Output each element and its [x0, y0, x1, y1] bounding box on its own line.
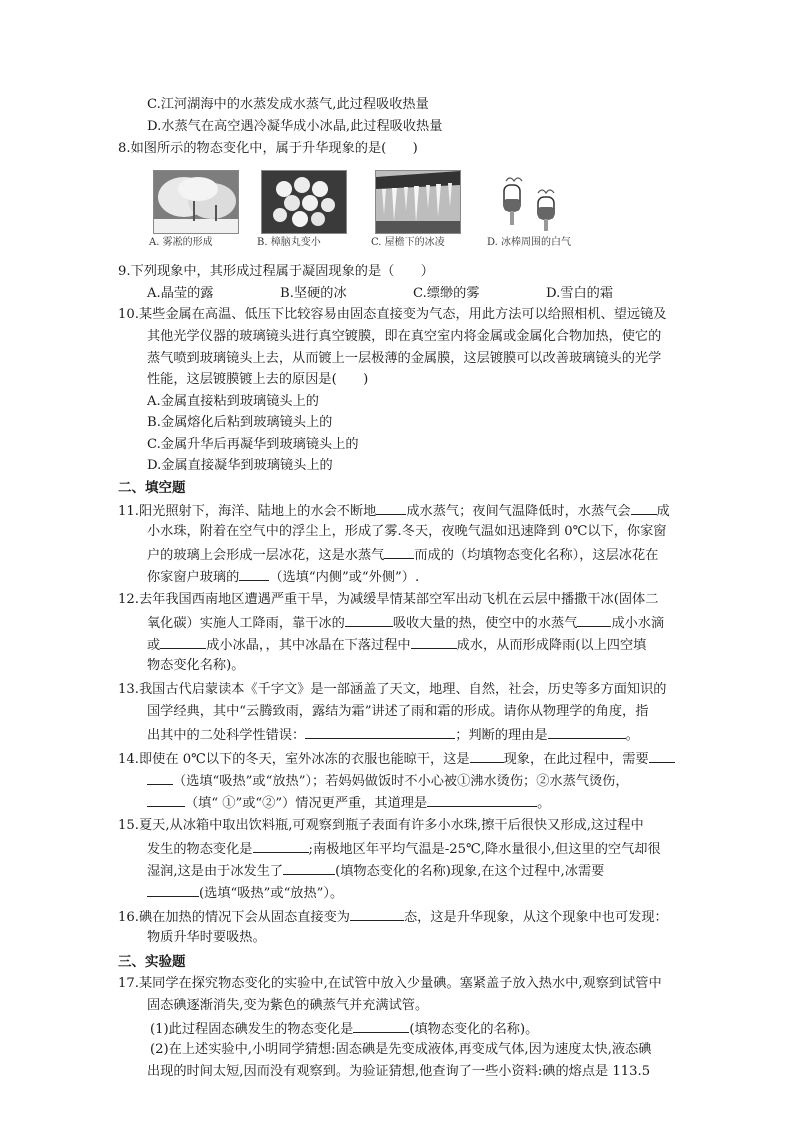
q17-part-2-line-2: 出现的时间太短,因而没有观察到。为验证猜想,他查询了一些小资料:碘的熔点是 113.5: [147, 1064, 651, 1079]
q17-part-2-line-1: (2)在上述实验中,小明同学猜想:固态碘是先变成液体,再变成气体,因为速度太快,液态碘: [150, 1042, 652, 1057]
q14-text: 现象，在此过程中，需要: [503, 752, 649, 767]
q14-blank-3[interactable]: [147, 792, 185, 807]
q8-stem: 8.如图所示的物态变化中，属于升华现象的是( ): [118, 141, 418, 156]
q10-line-2: 其他光学仪器的玻璃镜头进行真空镀膜，即在真空室内将金属或金属化合物加热，使它的: [147, 329, 662, 344]
q13-line-2: 国学经典，其中“云腾致雨，露结为霜”讲述了雨和霜的形成。请你从物理学的角度，指: [147, 704, 649, 719]
q14-blank-2b[interactable]: [147, 770, 173, 785]
q14-text: （选填“吸热”或“放热”）；若妈妈做饭时不小心被①沸水烫伤；②水蒸气烫伤，: [173, 774, 629, 789]
q8-caption-c: C. 屋檐下的冰凌: [371, 237, 445, 248]
q11-line-1: [118, 500, 670, 522]
q14-text: 14.即使在 0℃以下的冬天，室外冰冻的衣服也能晾干，这是: [118, 752, 470, 767]
q8-image-c: [371, 170, 459, 254]
mothballs-icon: [261, 170, 347, 234]
q10-option-a: A.金属直接粘到玻璃镜头上的: [147, 394, 319, 409]
q15-blank-1[interactable]: [253, 838, 309, 853]
q14-blank-1[interactable]: [470, 748, 504, 763]
q10-option-d: D.金属直接凝华到玻璃镜头上的: [147, 458, 333, 473]
popsicle-icon: [491, 170, 577, 234]
q9-option-a: A.晶莹的露: [147, 286, 214, 301]
q14-blank-4[interactable]: [427, 792, 537, 807]
q17-part-1: [150, 1018, 538, 1040]
q8-caption-a: A. 雾凇的形成: [149, 237, 213, 248]
q11-text: 户的玻璃上会形成一层冰花，这是水蒸气: [147, 548, 385, 563]
q13-blank-2[interactable]: [548, 724, 626, 739]
q11-text: 11.阳光照射下，海洋、陆地上的水会不断地: [118, 504, 377, 519]
q12-text: 吸收大量的热，使空中的水蒸气: [392, 616, 578, 631]
q14-line-3: [147, 792, 550, 814]
q14-blank-2a[interactable]: [649, 748, 675, 763]
q12-text: 成水，从而形成降雨(以上四空填: [456, 638, 647, 653]
q8-caption-d: D. 冰棒周围的白气: [487, 237, 572, 248]
q17-text: (1)此过程固态碘发生的物态变化是: [150, 1022, 354, 1037]
q8-image-b: [257, 170, 345, 254]
q11-text: （选填“内侧”或“外侧”）.: [269, 570, 420, 585]
q14-line-1: [118, 748, 675, 770]
q13-line-1: 13.我国古代启蒙读本《千字文》是一部涵盖了天文，地理、自然，社会，历史等多方面知识的: [118, 682, 667, 697]
q12-text: 或: [147, 638, 161, 653]
q11-line-4: [147, 566, 419, 588]
q17-line-2: 固态碘逐渐消失,变为紫色的碘蒸气并充满试管。: [147, 998, 429, 1013]
q12-text: 成小冰晶，，其中冰晶在下落过程中: [206, 638, 411, 653]
q11-blank-1[interactable]: [376, 500, 406, 515]
q12-text: 成小水滴: [611, 616, 665, 631]
q17-line-1: 17.某同学在探究物态变化的实验中,在试管中放入少量碘。塞紧盖子放入热水中,观察到试管中: [118, 976, 662, 991]
q12-blank-1[interactable]: [345, 612, 393, 627]
q10-option-b: B.金属熔化后粘到玻璃镜头上的: [147, 415, 333, 430]
q15-text: 发生的物态变化是: [147, 842, 253, 857]
q12-line-1: 12.去年我国西南地区遭遇严重干旱，为减缓旱情某部空军出动飞机在云层中播撒干冰(固体二: [118, 592, 659, 607]
q15-blank-3[interactable]: [147, 882, 199, 897]
q17-text: (填物态变化的名称)。: [409, 1022, 539, 1037]
q11-blank-2[interactable]: [631, 500, 657, 515]
icicles-icon: [375, 170, 461, 234]
q15-line-4: [147, 882, 343, 904]
q9-option-d: D.雪白的霜: [546, 286, 614, 301]
q10-line-3: 蒸气喷到玻璃镜头上去，从而镀上一层极薄的金属膜，这层镀膜可以改善玻璃镜头的光学: [147, 351, 662, 366]
q15-line-2: [147, 838, 661, 860]
q12-blank-2[interactable]: [577, 612, 611, 627]
q8-image-d: [487, 170, 575, 254]
q13-line-3: [147, 724, 639, 746]
q16-blank-1[interactable]: [350, 906, 404, 921]
q17-blank-1[interactable]: [353, 1018, 409, 1033]
q16-line-2: 物质升华时要吸热。: [147, 930, 266, 945]
q12-line-3: [147, 634, 646, 656]
q9-option-c: C.缥缈的雾: [413, 286, 480, 301]
q11-blank-4[interactable]: [239, 566, 269, 581]
rime-tree-icon: [153, 170, 239, 234]
section-fill-in-title: 二、填空题: [118, 480, 186, 496]
section-experiment-title: 三、实验题: [118, 954, 186, 970]
q12-line-2: [147, 612, 664, 634]
q15-text: (填物态变化的名称)现象,在这个过程中,冰需要: [335, 864, 605, 879]
q11-text: 而成的（均填物态变化名称），这层冰花在: [414, 548, 659, 563]
q11-text: 成水蒸气；夜间气温降低时，水蒸气会: [406, 504, 631, 519]
q13-blank-1[interactable]: [305, 724, 455, 739]
q9-option-b: B.坚硬的冰: [280, 286, 347, 301]
q14-text: 。: [537, 796, 551, 811]
q12-line-4: 物态变化名称)。: [147, 658, 245, 673]
q15-text: ;南极地区年平均气温是-25℃,降水量很小,但这里的空气却很: [308, 842, 661, 857]
q10-line-1: 10.某些金属在高温、低压下比较容易由固态直接变为气态，用此方法可以给照相机、望远镜及: [118, 307, 667, 322]
q13-text: 出其中的二处科学性错误：: [147, 728, 306, 743]
q15-text: (选填“吸热”或“放热”）。: [199, 886, 344, 901]
q16-line-1: [118, 906, 668, 928]
q13-text: 。: [625, 728, 639, 743]
q13-text: ；判断的理由是: [455, 728, 548, 743]
q9-stem: 9.下列现象中，其形成过程属于凝固现象的是（ ）: [118, 264, 434, 279]
q11-blank-3[interactable]: [384, 544, 414, 559]
q8-image-row: [149, 170, 583, 254]
q12-text: 氧化碳）实施人工降雨，靠干冰的: [147, 616, 345, 631]
q15-blank-2[interactable]: [283, 860, 335, 875]
q11-text: 你家窗户玻璃的: [147, 570, 240, 585]
q15-text: 湿润,这是由于冰发生了: [147, 864, 284, 879]
q10-option-c: C.金属升华后再凝华到玻璃镜头上的: [147, 437, 359, 452]
q15-line-1: 15.夏天,从冰箱中取出饮料瓶,可观察到瓶子表面有许多小水珠,擦干后很快又形成,这过程中: [118, 818, 644, 833]
q14-line-2: [147, 770, 629, 792]
q15-line-3: [147, 860, 604, 882]
q8-image-a: [149, 170, 237, 254]
q11-line-2: 小水珠，附着在空气中的浮尘上，形成了雾.冬天，夜晚气温如迅速降到 0℃以下，你家窗: [147, 524, 667, 539]
q14-text: （填“ ①”或“②”）情况更严重，其道理是: [185, 796, 428, 811]
q7-option-d: D.水蒸气在高空遇冷凝华成小冰晶,此过程吸收热量: [147, 119, 443, 134]
q12-blank-4[interactable]: [411, 634, 457, 649]
q7-option-c: C.江河湖海中的水蒸发成水蒸气,此过程吸收热量: [147, 97, 429, 112]
q8-caption-b: B. 樟脑丸变小: [257, 237, 321, 248]
q10-line-4: 性能，这层镀膜镀上去的原因是( ): [147, 372, 369, 387]
q11-line-3: [147, 544, 658, 566]
q16-text: 态，这是升华现象，从这个现象中也可发现：: [403, 910, 668, 925]
q11-text: 成: [656, 504, 670, 519]
q12-blank-3[interactable]: [160, 634, 206, 649]
q16-text: 16.碘在加热的情况下会从固态直接变为: [118, 910, 350, 925]
